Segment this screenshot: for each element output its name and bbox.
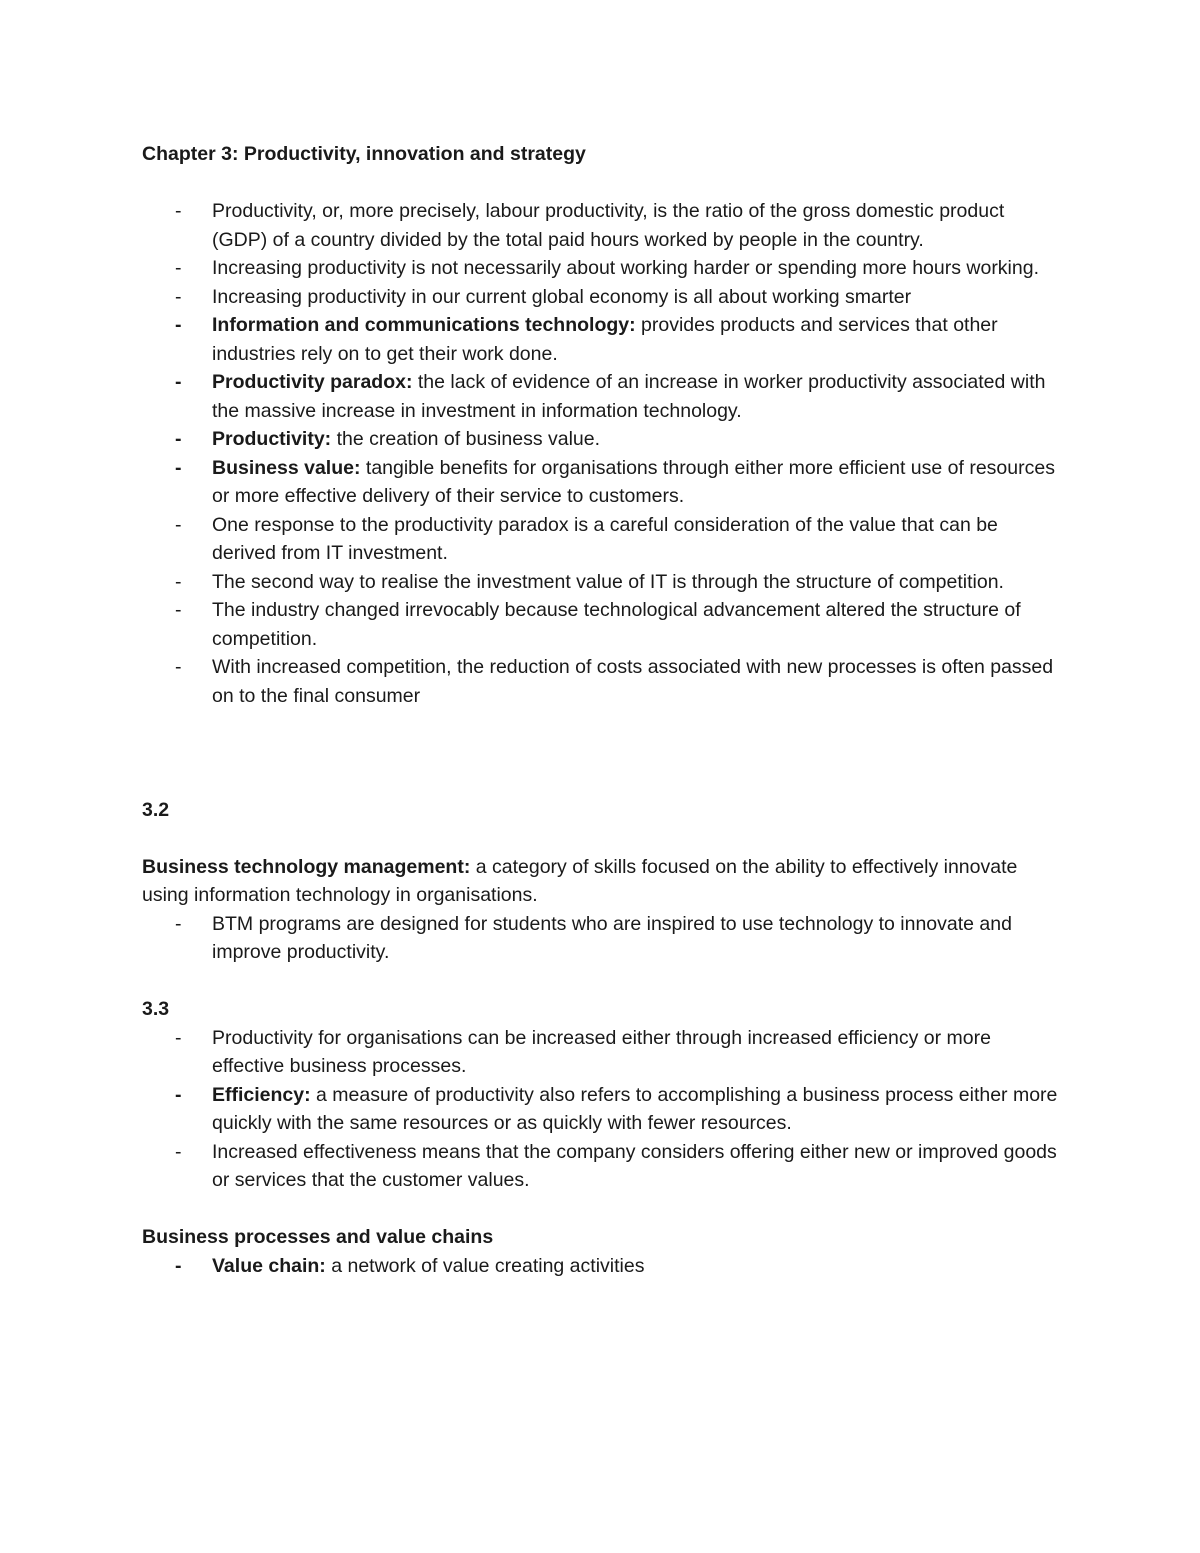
dash-bullet: - — [175, 200, 182, 222]
spacer — [142, 169, 1062, 198]
list-item — [142, 425, 1062, 454]
dash-bullet: - — [175, 257, 182, 279]
list-item — [142, 311, 1062, 368]
section33-list — [142, 1024, 1062, 1195]
list-item — [142, 1252, 1062, 1281]
list-item — [142, 596, 1062, 653]
spacer — [142, 824, 1062, 853]
item-text: provides products and services that other industries rely on to get their work done. — [212, 314, 998, 365]
section1-list — [142, 197, 1062, 710]
list-item — [142, 254, 1062, 283]
item-term: Information and communications technology: — [212, 314, 636, 336]
section32-list — [142, 910, 1062, 967]
item-text: tangible benefits for organisations through either more efficient use of resources or more effective delivery of their service to customers. — [212, 456, 1055, 507]
dash-bullet: - — [175, 1254, 182, 1277]
dash-bullet: - — [175, 599, 182, 621]
item-text: Increasing productivity is not necessarily about working harder or spending more hours working. — [212, 257, 1039, 279]
item-text: One response to the productivity paradox is a careful consideration of the value that can be derived from IT investment. — [212, 513, 998, 564]
item-text: Productivity, or, more precisely, labour productivity, is the ratio of the gross domestic product (GDP) of a country divided by the total paid hours worked by people in the country. — [212, 200, 1005, 251]
item-text: BTM programs are designed for students who are inspired to use technology to innovate and improve productivity. — [212, 912, 1012, 963]
dash-bullet: - — [175, 1083, 182, 1106]
dash-bullet: - — [175, 428, 182, 450]
item-text: The industry changed irrevocably because technological advancement altered the structure of competition. — [212, 599, 1021, 650]
spacer — [142, 1195, 1062, 1224]
definition-text: a category of skills focused on the ability to effectively innovate using information technology in organisations. — [142, 855, 1018, 906]
list-item — [142, 454, 1062, 511]
list-item — [142, 197, 1062, 254]
dash-bullet: - — [175, 1026, 182, 1049]
dash-bullet: - — [175, 513, 182, 536]
list-item — [142, 1138, 1062, 1195]
item-text: the lack of evidence of an increase in worker productivity associated with the massive increase in investment in information technology. — [212, 371, 1046, 422]
item-text: a measure of productivity also refers to accomplishing a business process either more quickly with the same resources or as quickly with fewer resources. — [212, 1083, 1058, 1134]
section-heading-3-3: 3.3 — [142, 998, 170, 1020]
spacer — [142, 767, 1062, 796]
list-item — [142, 910, 1062, 967]
dash-bullet: - — [175, 912, 182, 935]
list-item — [142, 511, 1062, 568]
item-text: With increased competition, the reduction of costs associated with new processes is often passed on to the final consumer — [212, 656, 1054, 707]
item-term: Efficiency: — [212, 1083, 311, 1106]
dash-bullet: - — [175, 456, 182, 479]
dash-bullet: - — [175, 570, 182, 593]
item-text: Increasing productivity in our current global economy is all about working smarter — [212, 285, 912, 308]
item-text: a network of value creating activities — [325, 1254, 645, 1277]
list-item — [142, 1081, 1062, 1138]
spacer — [142, 710, 1062, 767]
item-term: Productivity paradox: — [212, 371, 413, 393]
list-item — [142, 283, 1062, 312]
definition-term: Business technology management: — [142, 855, 471, 878]
list-item — [142, 653, 1062, 710]
list-item — [142, 368, 1062, 425]
section-heading-3-2: 3.2 — [142, 798, 170, 821]
chapter-title: Chapter 3: Productivity, innovation and strategy — [142, 143, 586, 165]
list-item — [142, 568, 1062, 597]
item-term: Business value: — [212, 456, 361, 479]
section-heading-business-processes: Business processes and value chains — [142, 1226, 494, 1248]
dash-bullet: - — [175, 314, 182, 336]
item-text: Increased effectiveness means that the company considers offering either new or improved goods or services that the customer values. — [212, 1140, 1057, 1191]
list-item — [142, 1024, 1062, 1081]
spacer — [142, 967, 1062, 996]
item-term: Value chain: — [212, 1254, 326, 1277]
definition-paragraph — [142, 853, 1062, 910]
section-bp-list — [142, 1252, 1062, 1281]
dash-bullet: - — [175, 285, 182, 308]
item-text: The second way to realise the investment value of IT is through the structure of competition. — [212, 570, 1004, 593]
dash-bullet: - — [175, 1140, 182, 1163]
dash-bullet: - — [175, 656, 182, 678]
item-text: the creation of business value. — [331, 428, 601, 450]
document-content — [142, 140, 1062, 1280]
item-text: Productivity for organisations can be increased either through increased efficiency or more effective business processes. — [212, 1026, 991, 1077]
item-term: Productivity: — [212, 428, 332, 450]
dash-bullet: - — [175, 371, 182, 393]
